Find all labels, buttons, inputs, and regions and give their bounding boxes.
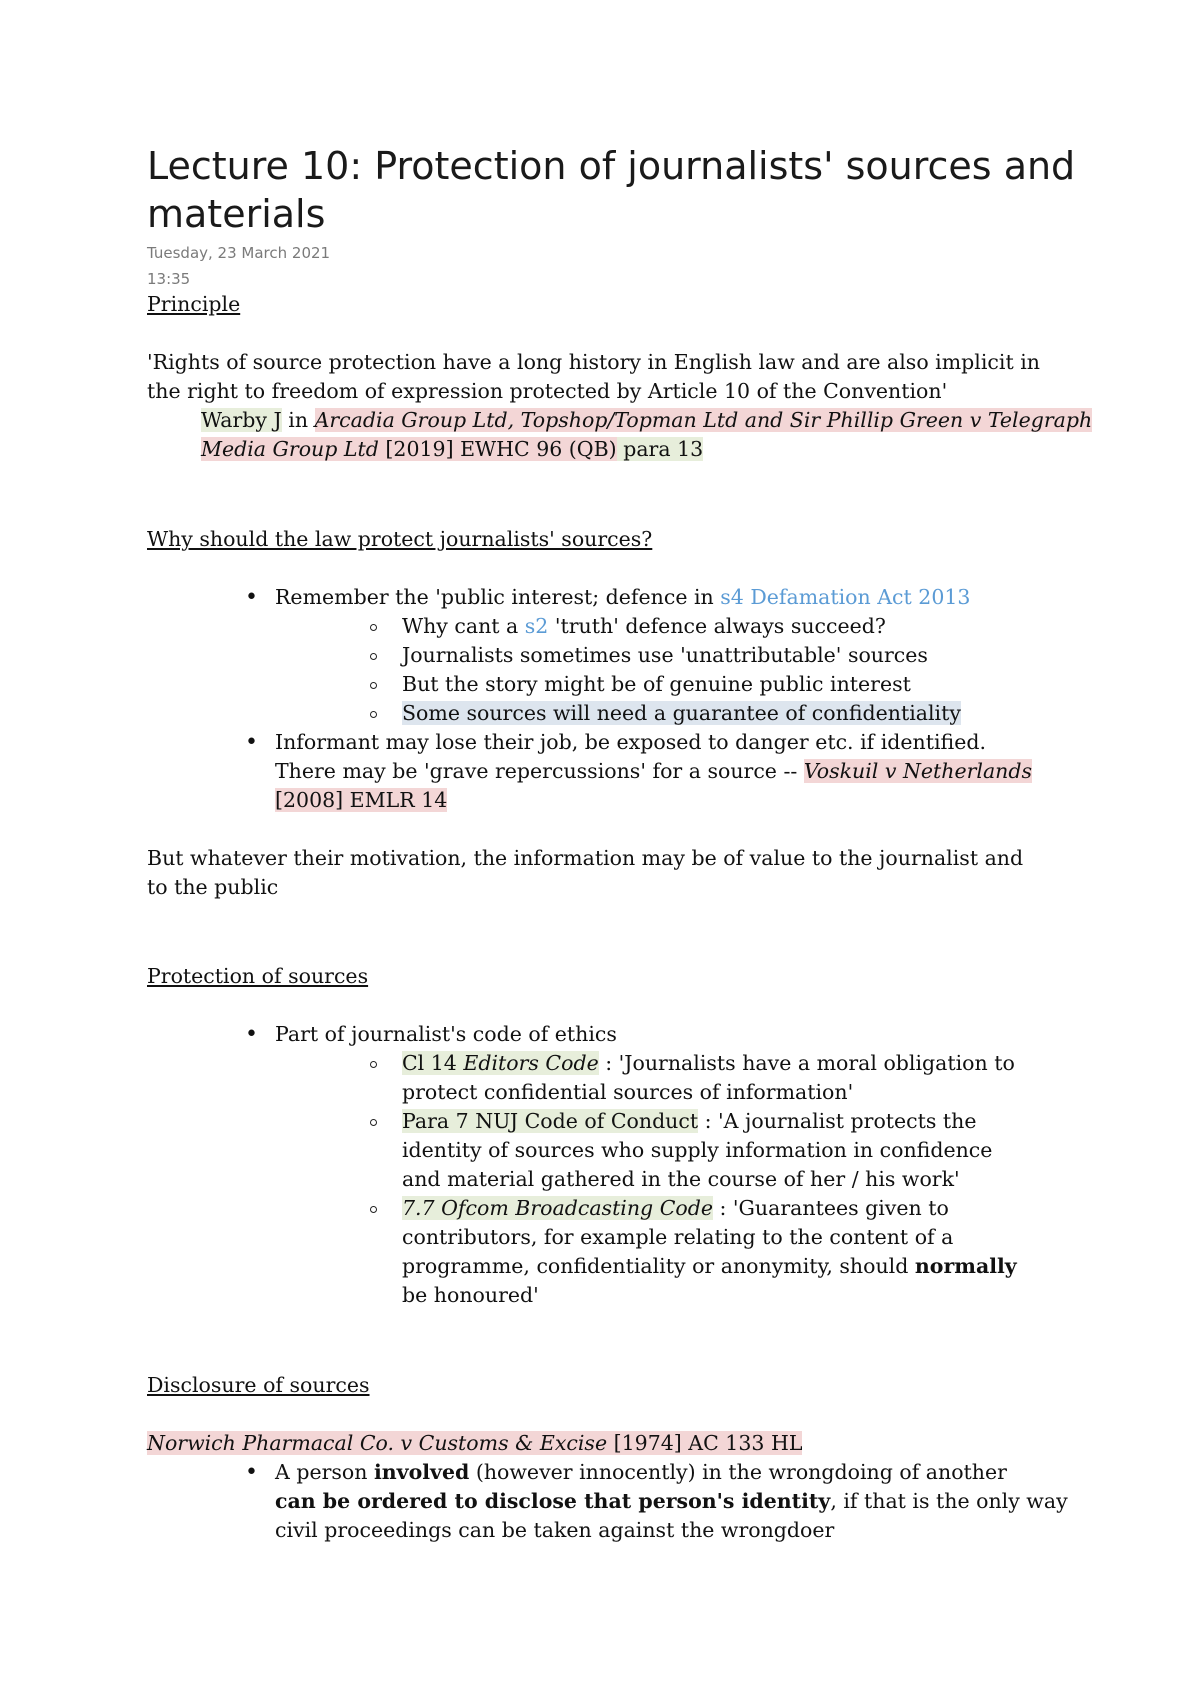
- ofcom-code-ref: 7.7 Ofcom Broadcasting Code: [402, 1196, 713, 1220]
- principle-quote-line2: the right to freedom of expression protected by Article 10 of the Convention': [147, 379, 948, 403]
- why-bullet-2-line1: Informant may lose their job, be exposed to danger etc. if identified.: [275, 730, 987, 754]
- case-reference-voskuil: [2008] EMLR 14: [275, 788, 448, 812]
- protection-sub-3-line3: programme, confidentiality or anonymity, should normally: [402, 1254, 1017, 1278]
- case-reference: [2019] EWHC 96 (QB): [385, 437, 617, 461]
- case-name-arcadia-cont: Media Group Ltd: [201, 437, 379, 461]
- editors-code-ref: Cl 14 Editors Code: [402, 1051, 599, 1075]
- why-paragraph-line2: to the public: [147, 875, 279, 899]
- protection-sub-2-line1: Para 7 NUJ Code of Conduct : 'A journalist protects the: [402, 1109, 977, 1133]
- principle-quote-line1: 'Rights of source protection have a long history in English law and are also implicit in: [147, 350, 1040, 374]
- bullet-icon: •: [245, 1022, 258, 1047]
- why-sub-3: But the story might be of genuine public interest: [402, 672, 911, 696]
- why-bullet-2-line3: [275, 786, 447, 815]
- disclosure-bullet-line3: civil proceedings can be taken against the wrongdoer: [275, 1518, 835, 1542]
- confidentiality-highlight: Some sources will need a guarantee of confidentiality: [402, 701, 961, 725]
- disclosure-case: [147, 1429, 802, 1458]
- citation-in: in: [288, 408, 309, 432]
- protection-bullet-1: Part of journalist's code of ethics: [275, 1022, 617, 1046]
- case-paragraph: para 13: [623, 437, 704, 461]
- sub-bullet-icon: [370, 1206, 377, 1213]
- note-time: 13:35: [147, 270, 191, 288]
- protection-sub-3-line1: 7.7 Ofcom Broadcasting Code : 'Guarantees given to: [402, 1196, 949, 1220]
- sub-bullet-icon: [370, 682, 377, 689]
- why-bullet-2-line2: There may be 'grave repercussions' for a source -- Voskuil v Netherlands: [275, 759, 1033, 783]
- why-sub-2: Journalists sometimes use 'unattributable' sources: [402, 643, 928, 667]
- protection-sub-2-line2: identity of sources who supply information in confidence: [402, 1138, 993, 1162]
- disclosure-bullet-line1: A person involved (however innocently) in the wrongdoing of another: [275, 1460, 1007, 1484]
- protection-sub-3-line4: be honoured': [402, 1283, 539, 1307]
- sub-bullet-icon: [370, 1119, 377, 1126]
- principle-heading: Principle: [147, 292, 241, 316]
- principle-citation-line1: [201, 406, 1092, 435]
- case-name-voskuil: Voskuil v Netherlands: [803, 759, 1033, 783]
- nuj-code-ref: Para 7 NUJ Code of Conduct: [402, 1109, 699, 1133]
- protection-sub-3-line2: contributors, for example relating to the content of a: [402, 1225, 954, 1249]
- page-title: Lecture 10: Protection of journalists' sources and materials: [147, 144, 1076, 236]
- note-date: Tuesday, 23 March 2021: [147, 244, 331, 262]
- protection-sub-2-line3: and material gathered in the course of her / his work': [402, 1167, 960, 1191]
- case-name-arcadia: Arcadia Group Ltd, Topshop/Topman Ltd and Sir Phillip Green v Telegraph: [314, 408, 1093, 432]
- sub-bullet-icon: [370, 1061, 377, 1068]
- disclosure-bullet-line2: can be ordered to disclose that person's identity, if that is the only way: [275, 1489, 1068, 1513]
- link-s2[interactable]: s2: [524, 614, 549, 638]
- protection-heading: Protection of sources: [147, 964, 369, 988]
- link-s4-defamation-act[interactable]: s4 Defamation Act 2013: [720, 585, 971, 609]
- disclosure-heading: Disclosure of sources: [147, 1373, 370, 1397]
- why-bullet-1: Remember the 'public interest; defence in s4 Defamation Act 2013: [275, 585, 971, 609]
- judge-name: Warby J: [201, 408, 282, 432]
- bullet-icon: •: [245, 730, 258, 755]
- bullet-icon: •: [245, 1460, 258, 1485]
- bullet-icon: •: [245, 585, 258, 610]
- sub-bullet-icon: [370, 653, 377, 660]
- protection-sub-1-line1: Cl 14 Editors Code : 'Journalists have a moral obligation to: [402, 1051, 1015, 1075]
- why-sub-1: Why cant a s2 'truth' defence always succeed?: [402, 614, 886, 638]
- protection-sub-1-line2: protect confidential sources of information': [402, 1080, 854, 1104]
- sub-bullet-icon: [370, 624, 377, 631]
- why-sub-4: [402, 699, 961, 728]
- why-heading: Why should the law protect journalists' sources?: [147, 527, 653, 551]
- why-paragraph-line1: But whatever their motivation, the information may be of value to the journalist and: [147, 846, 1024, 870]
- sub-bullet-icon: [370, 711, 377, 718]
- case-name-norwich-pharmacal: Norwich Pharmacal Co. v Customs & Excise [1974] AC 133 HL: [147, 1431, 803, 1455]
- principle-citation-line2: [201, 435, 703, 464]
